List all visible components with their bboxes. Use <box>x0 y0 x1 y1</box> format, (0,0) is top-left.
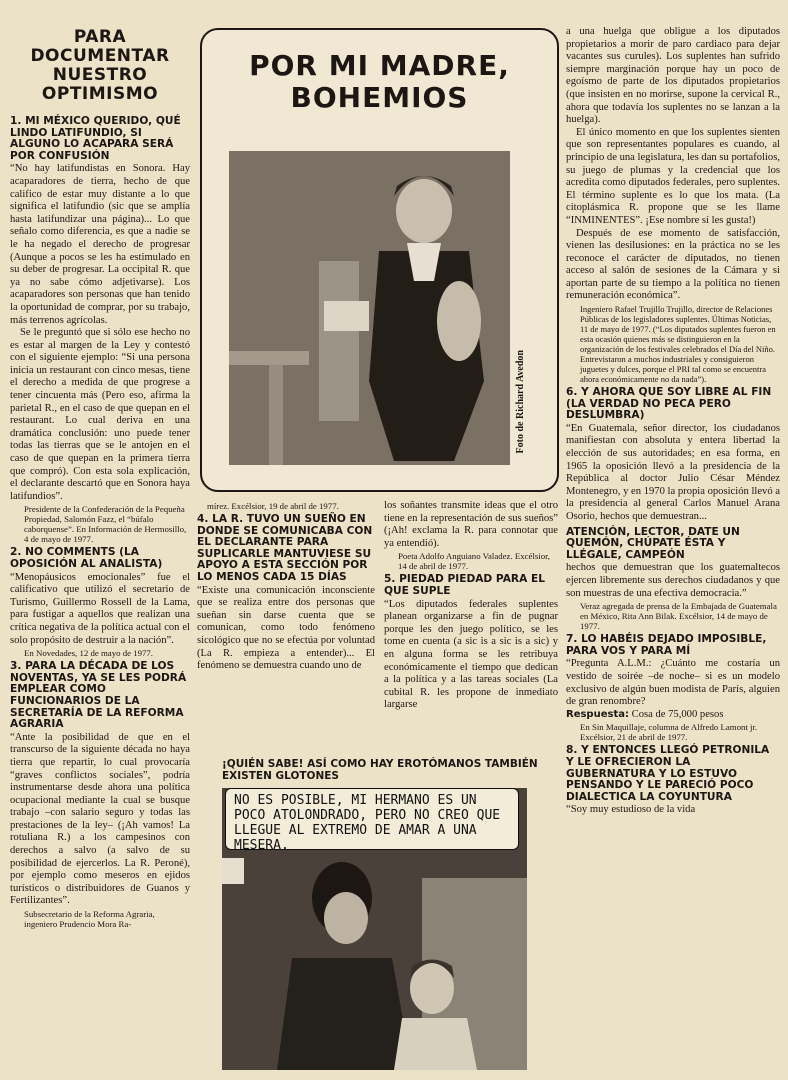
section-1-body-2: Se le preguntó que si sólo ese hecho no es estar al margen de la Ley y contestó con el siguiente ejemplo: “Si una persona inicia un restaurant con cinco mesas, tiene el derecho a medida de que progrese a tener cincuenta más (Pero eso, afirma la parietal R., en el caso de que quepan en el restaurant. Lo cual deriva en una dramática conclusión: uno puede tener todas las tierras que se le antojen en el caso de que quepan en la primera tierra que compró). Con esta sola explicación, el declarante descartó que en Sonora haya latifundios”. <box>10 327 190 502</box>
response-label: Respuesta: <box>566 708 629 720</box>
section-1-source: Presidente de la Confederación de la Pequeña Propiedad, Salomón Fazz, el “búfalo caborquense”. En Información de Hermosillo, 4 de mayo de 1977. <box>24 504 187 545</box>
section-4-source: Poeta Adolfo Anguiano Valadez. Excélsior, 14 de abril de 1977. <box>398 551 550 572</box>
section-3-body: “Ante la posibilidad de que en el transcurso de la siguiente década no haya tierra que repartir, lo cual provocaría “graves conflictos sociales”, podría instrumentarse desde ahora una política ocupacional mediante la cual se busque trabajo –con salario seguro y todas las prestaciones de la ley– (¡Ah vamos! La rotuliana R.) a los campesinos con derechos a salvo (a salvo de su posibilidad de ejercerlos. La R. Peroné), por ejemplo como meseros en ejidos turísticos o distribuidores de Guanos y Fertilizantes”. <box>10 731 190 907</box>
section-2-heading: 2. NO COMMENTS (LA OPOSICIÓN AL ANALISTA) <box>10 546 163 570</box>
section-4-body-cont: los soñantes transmite ideas que el otro tiene en la representación de sus sueños” (¡Ah! exclama la R. para connotar que ya entendió). <box>384 500 558 549</box>
section-5-body: “Los diputados federales suplentes planean organizarse a fin de pugnar porque les den juego político, se les tome en cuenta (a sic is a sic is a sic) y en alguna forma se les retribuya económicamente el tiempo que dedican a la política y a las tareas sociales (La cubital R. les propone de inmediato largarse <box>384 598 558 711</box>
section-2-body: “Menopáusicos emocionales” fue el calificativo que utilizó el secretario de Turismo, Guillermo Rossell de la Lama, para fustigar a aquellos que realizan una crítica negativa de la política actual con el solo propósito de destruir a la nación”. <box>10 571 190 646</box>
section-6-body-3: hechos que demuestran que los guatemaltecos ejercen libremente sus derechos ciudadanos y que son muestras de una efectiva democracia.” <box>566 562 780 599</box>
boy-photo <box>229 151 510 465</box>
section-1-body: “No hay latifundistas en Sonora. Hay acaparadores de tierra, hecho de que califico de estar muy distante a lo que significa el latifundio (sic que se amplía hasta latifundizar una página)... Lo que señalo como diferencia, es que a nadie se le ha negado el derecho de progresar (Aunque a pocos se les ha estimulado en su deber de progresar. La occipital R. que ya no sabe cómo adjetivarse). Los acaparadores son personas que han tenido la oportunidad de comprar, por su trabajo, más terrenos agrícolas. <box>10 163 190 326</box>
speech-bubble: NO ES POSIBLE, MI HERMANO ES UN POCO ATOLONDRADO, PERO NO CREO QUE LLEGUE AL EXTREMO DE AMAR A UNA MESERA. <box>225 788 519 850</box>
section-8-body: “Soy muy estudioso de la vida <box>566 804 696 816</box>
cartoon-panel <box>222 788 527 1070</box>
section-6-callout: ATENCIÓN, LECTOR, DATE UN QUEMÓN, CHÚPATE ÉSTA Y LLÉGALE, CAMPEÓN <box>566 525 740 561</box>
page-title: PARA DOCUMENTAR NUESTRO OPTIMISMO <box>30 28 170 104</box>
section-3-source: Subsecretario de la Reforma Agraria, ingeniero Prudencio Mora Ra- <box>24 909 155 930</box>
section-5-cont-3: Después de ese momento de satisfacción, vienen las desilusiones: en la práctica no se les reconoce el carácter de diputados, no tienen acceso al salón de sesiones de la Cámara y si aportan parte de su tiempo a la política no tienen remuneración económica”. <box>566 227 780 302</box>
middle-column-left <box>197 500 375 750</box>
section-6-body: “En Guatemala, señor director, los ciudadanos manifiestan con absoluta y entera libertad la elección de sus autoridades; en esa forma, en 1965 la oposición llevó a la presidencia de la República al doctor Julio César Méndez Montenegro, y en 1970 la propia oposición llevó a la presidencia al general Carlos Manuel Arana Osorio, hechos que demuestran... <box>566 422 780 522</box>
section-2-source: En Novedades, 12 de mayo de 1977. <box>24 648 153 659</box>
section-3-source-cont: mírez. Excélsior, 19 de abril de 1977. <box>207 501 339 511</box>
photo-credit: Foto de Richard Avedon <box>515 350 526 454</box>
boy-photo-illustration <box>229 151 510 465</box>
cartoon-heading: ¡QUIÉN SABE! ASÍ COMO HAY EROTÓMANOS TAMBIÉN EXISTEN GLOTONES <box>222 758 538 782</box>
section-4-heading: 4. LA R. TUVO UN SUEÑO EN DONDE SE COMUNICABA CON EL DECLARANTE PARA SUPLICARLE MANTUVIESE SU APOYO A ESTA SECCIÓN POR LO MENOS CADA 15 DÍAS <box>197 513 373 583</box>
right-column <box>566 26 780 1080</box>
section-1-heading: 1. MI MÉXICO QUERIDO, QUÉ LINDO LATIFUNDIO, SI ALGUNO LO ACAPARA SERÁ POR CONFUSIÓN <box>10 115 181 162</box>
section-5-heading: 5. PIEDAD PIEDAD PARA EL QUE SUPLE <box>384 573 545 597</box>
section-7-source: En Sin Maquillaje, columna de Alfredo Lamont jr. Excélsior, 21 de abril de 1977. <box>580 722 758 743</box>
section-7-response <box>566 709 780 722</box>
section-5-cont: a una huelga que obligue a los diputados propietarios a morir de paro cardiaco para dejar vacantes sus curules). Los suplentes han sufrido siempre marginación porque hay un poco de egoísmo de parte de los diputados propietarios (que insisten en no morirse, supone la cervical R., ahora que todavía los suplentes no se lanzan a la huelga). <box>566 26 780 126</box>
section-6-source: Veraz agregada de prensa de la Embajada de Guatemala en México, Rita Ann Bilak. Excélsior, 14 de mayo de 1977. <box>580 601 777 632</box>
section-3-heading: 3. PARA LA DÉCADA DE LOS NOVENTAS, YA SE LES PODRÁ EMPLEAR COMO FUNCIONARIOS DE LA SECRETARÍA DE LA REFORMA AGRARIA <box>10 660 187 731</box>
section-7-heading: 7. LO HABÉIS DEJADO IMPOSIBLE, PARA VOS Y PARA MÍ <box>566 633 767 657</box>
section-7-body: “Pregunta A.L.M.: ¿Cuánto me costaría un vestido de soirée –de noche– si es un modelo exclusivo de algún buen modista de París, alguien de gran renombre? <box>566 658 780 708</box>
photo-box <box>200 28 559 492</box>
photo-title: POR MI MADRE, BOHEMIOS <box>249 49 510 114</box>
middle-column-right <box>384 500 558 750</box>
left-column <box>10 28 190 1080</box>
section-6-heading: 6. Y AHORA QUE SOY LIBRE AL FIN (LA VERDAD NO PECA PERO DESLUMBRA) <box>566 386 772 422</box>
section-5-cont-2: El único momento en que los suplentes sienten que son representantes populares es cuando, al principio de una legislatura, les dan su portafolios, su juego de plumas y la credencial que los acredita como diputados federales, pero suplentes. El término suplente es lo que los mata. (La citoplásmica R. propone que se les llame “INMINENTES”. ¡Ese nombre sí les gusta!) <box>566 126 780 226</box>
response-text: Cosa de 75,000 pesos <box>631 708 724 720</box>
section-4-body: “Existe una comunicación inconsciente que se realiza entre dos personas que sueñan sin darse cuenta que se comunican, como todo fenómeno sicológico que no se efectúa por voluntad (La R. empieza a entender)... El fenómeno se demuestra cuando uno de <box>197 584 375 672</box>
section-5-source: Ingeniero Rafael Trujillo Trujillo, director de Relaciones Públicas de los legisladores suplentes. Últimas Noticias, 11 de mayo de 1977. (“Los diputados suplentes fueron en esta ocasión quienes más se distinguieron en la organización de los festivales celebrados el Día del Niño. Entrevistaron a muchos industriales y consiguieron juguetes y dulces, porque el PRI tal como se encuentra ahora económicamente no da nada”). <box>580 304 776 385</box>
section-8-heading: 8. Y ENTONCES LLEGÓ PETRONILA Y LE OFRECIERON LA GUBERNATURA Y LO ESTUVO PENSANDO Y LE PARECIÓ POCO DIALECTICA LA COYUNTURA <box>566 744 770 803</box>
